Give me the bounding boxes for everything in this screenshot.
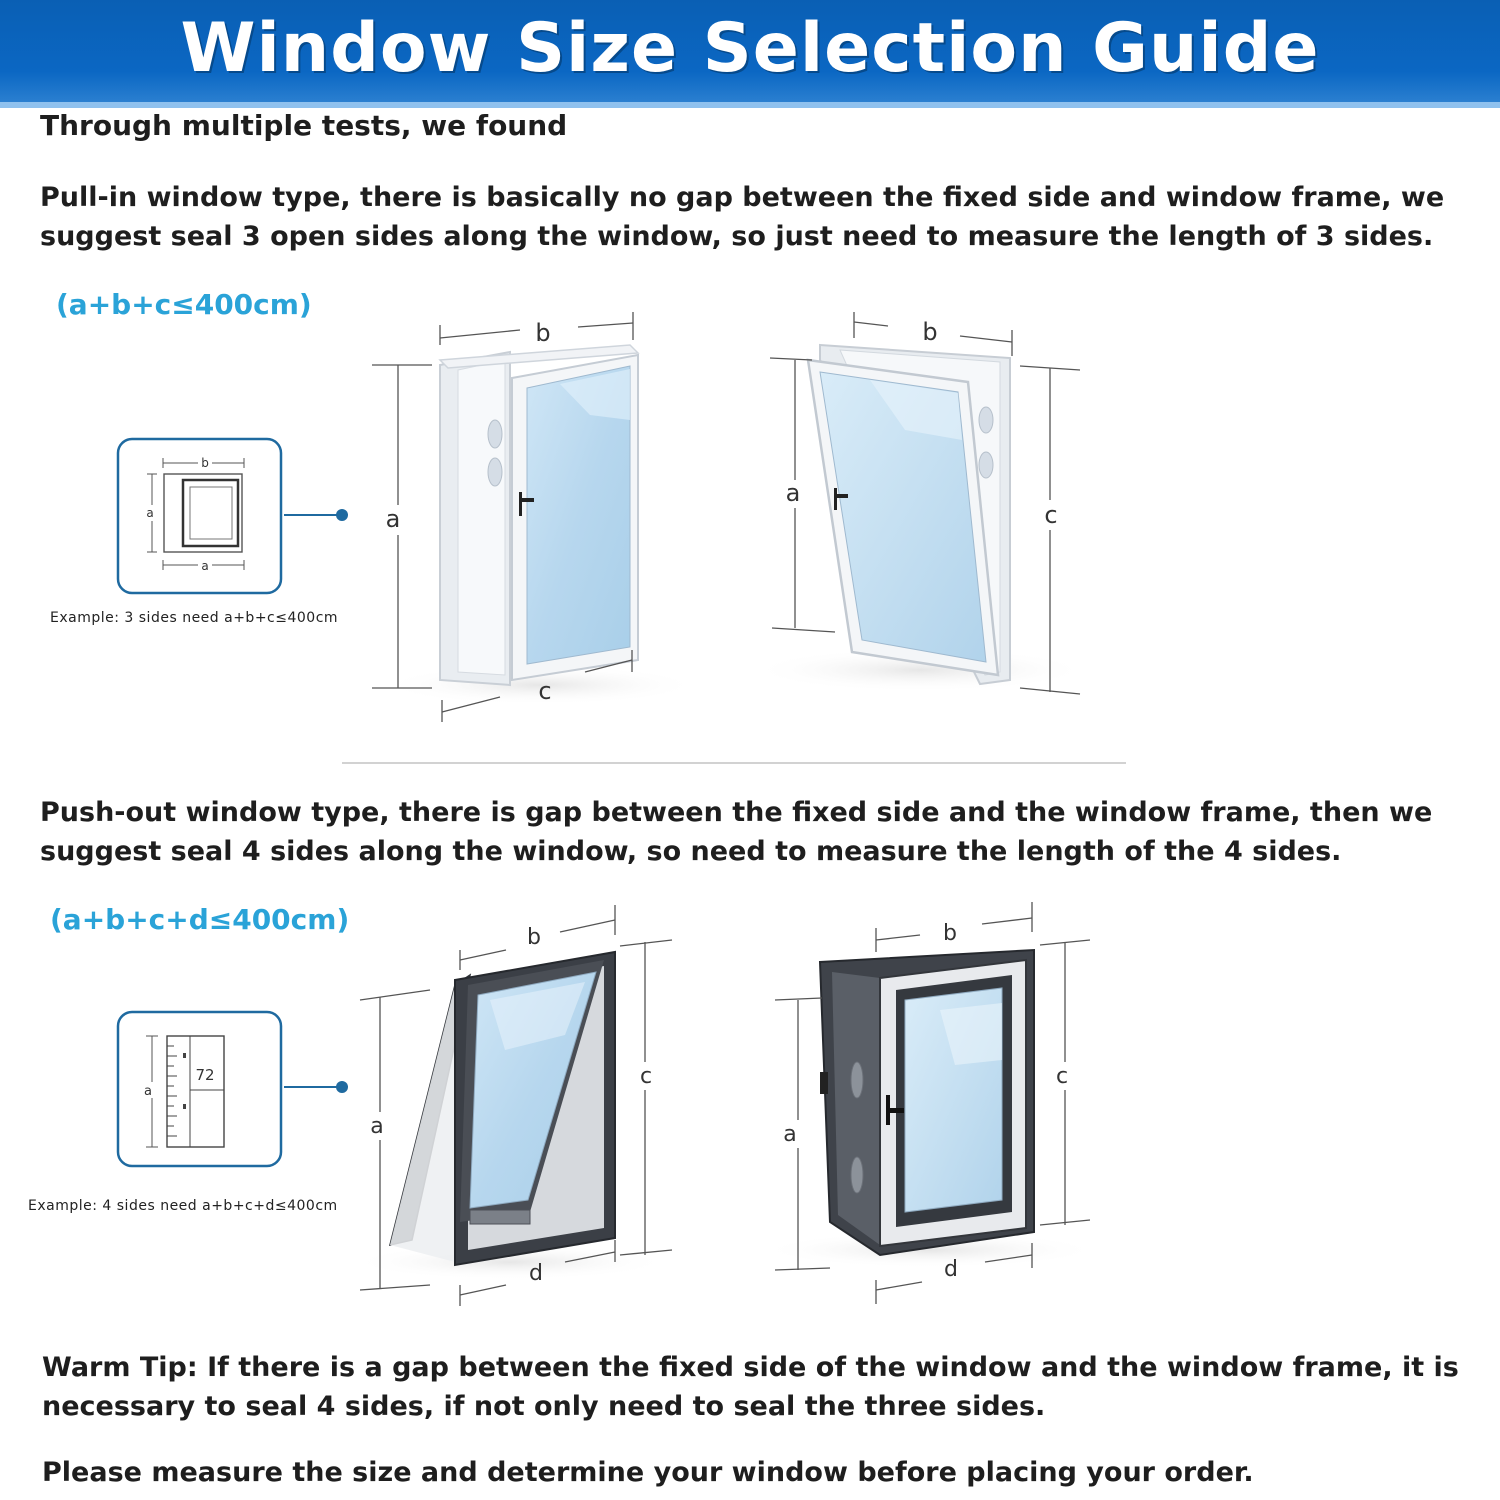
push-out-callout-card [118, 1012, 281, 1166]
push-out-label-a1: a [370, 1114, 384, 1139]
intro-text: Through multiple tests, we found [40, 109, 568, 142]
pull-in-description: Pull-in window type, there is basically no gap between the fixed side and window frame, we suggest seal 3 open sides along the window, so just need to measure the length of 3 sides. [40, 182, 1445, 253]
pull-in-label-c1: c [538, 677, 552, 705]
callout-label-a: a [144, 1084, 152, 1099]
push-out-window-2 [760, 902, 1100, 1304]
push-out-example: Example: 4 sides need a+b+c+d≤400cm [28, 1198, 338, 1214]
pull-in-label-c2: c [1044, 501, 1058, 529]
push-out-formula: (a+b+c+d≤400cm) [50, 903, 350, 936]
push-out-label-d2: d [944, 1257, 958, 1282]
pull-in-formula: (a+b+c≤400cm) [56, 288, 312, 321]
push-out-window-1 [350, 905, 672, 1306]
push-out-label-c2: c [1055, 1064, 1069, 1089]
push-out-description: Push-out window type, there is gap between the fixed side and the window frame, then we suggest seal 4 sides along the window, so need to measure the length of the 4 sides. [40, 797, 1433, 868]
pull-in-window-1 [372, 312, 700, 722]
page-title: Window Size Selection Guide [180, 8, 1320, 88]
closing-note: Please measure the size and determine your window before placing your order. [42, 1457, 1254, 1488]
push-out-label-b1: b [527, 925, 541, 950]
pull-in-label-a2: a [785, 479, 801, 507]
push-out-label-a2: a [783, 1122, 797, 1147]
push-out-label-d1: d [529, 1261, 543, 1286]
pull-in-label-a1: a [385, 505, 401, 533]
callout-ruler-value: 72 [195, 1066, 215, 1084]
pull-in-label-b1: b [535, 319, 551, 347]
pull-in-callout-card [118, 439, 281, 593]
callout-label-a-side: a [146, 506, 154, 520]
push-out-label-c1: c [639, 1064, 653, 1089]
callout-connector-2 [284, 1081, 348, 1093]
push-out-label-b2: b [943, 921, 957, 946]
pull-in-example: Example: 3 sides need a+b+c≤400cm [50, 610, 339, 626]
pull-in-label-b2: b [922, 318, 938, 346]
warm-tip: Warm Tip: If there is a gap between the fixed side of the window and the window frame, it is necessary to seal 4 sides, if not only need to seal the three sides. [42, 1352, 1459, 1423]
callout-label-b: b [201, 456, 209, 470]
pull-in-window-2 [750, 312, 1090, 694]
callout-connector-1 [284, 509, 348, 521]
callout-label-a-bottom: a [201, 559, 209, 573]
